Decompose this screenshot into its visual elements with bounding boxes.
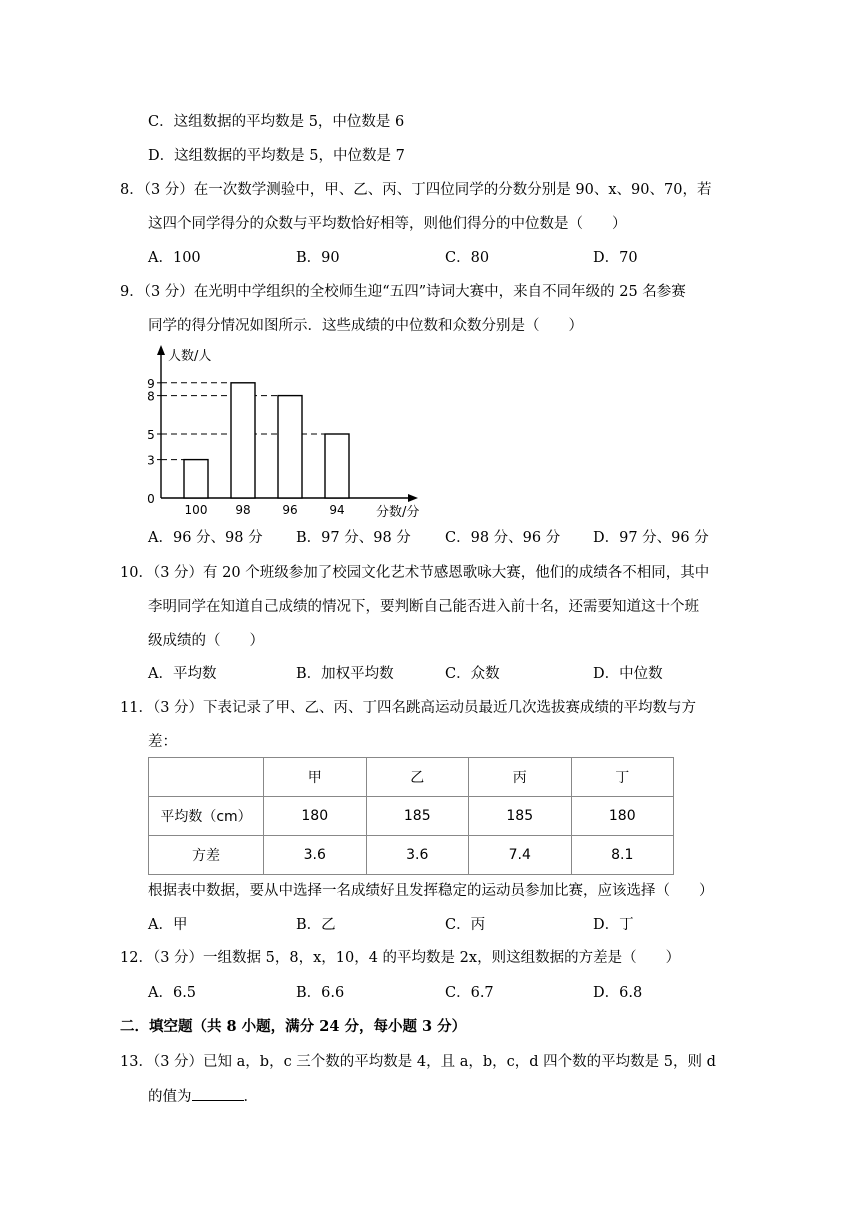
x-axis-label: 分数/分 — [376, 505, 420, 520]
q11-stem-cont: 差： — [148, 734, 177, 750]
header-cell: 丙 — [469, 758, 572, 797]
answer-blank — [192, 1086, 244, 1101]
table-row — [149, 836, 674, 875]
option-a: A．96 分、98 分 — [148, 530, 263, 546]
q9-stem: 9．（3 分）在光明中学组织的全校师生迎“五四”诗词大赛中，来自不同年级的 25 名参赛 — [120, 284, 686, 300]
header-cell — [149, 758, 264, 797]
q8-stem-cont: 这四个同学得分的众数与平均数恰好相等，则他们得分的中位数是（ ） — [148, 216, 627, 232]
option-d: D．丁 — [593, 917, 634, 933]
option-b: B．90 — [296, 250, 340, 266]
option-d: D．中位数 — [593, 666, 663, 682]
x-tick-label: 94 — [329, 503, 345, 517]
header-cell: 乙 — [366, 758, 469, 797]
x-tick-label: 98 — [235, 503, 251, 517]
table-cell: 185 — [469, 797, 572, 836]
bar — [231, 383, 255, 498]
option-c: C．98 分、96 分 — [445, 530, 561, 546]
option-b: B．加权平均数 — [296, 666, 394, 682]
row-label: 方差 — [149, 836, 264, 875]
section-heading: 二．填空题（共 8 小题，满分 24 分，每小题 3 分） — [120, 1018, 467, 1035]
table-cell: 3.6 — [366, 836, 469, 875]
q8-stem: 8．（3 分）在一次数学测验中，甲、乙、丙、丁四位同学的分数分别是 90、x、90、70，若 — [120, 182, 712, 198]
y-tick-label: 9 — [147, 376, 155, 391]
option-a: A．6.5 — [148, 985, 197, 1001]
option-b: B．97 分、98 分 — [296, 530, 411, 546]
option-d: D．97 分、96 分 — [593, 530, 709, 546]
table-cell: 8.1 — [571, 836, 674, 875]
option-c: C．丙 — [445, 917, 486, 933]
x-tick-label: 100 — [184, 503, 208, 517]
bar — [278, 396, 302, 498]
table-cell: 7.4 — [469, 836, 572, 875]
bar — [184, 460, 208, 498]
option-c: C．众数 — [445, 666, 500, 682]
y-tick-label: 3 — [147, 453, 155, 468]
q13-end: ． — [243, 1089, 258, 1105]
table-cell: 185 — [366, 797, 469, 836]
option-c: C．6.7 — [445, 985, 494, 1001]
header-cell: 甲 — [264, 758, 367, 797]
q10-stem-cont2: 级成绩的（ ） — [148, 633, 264, 649]
row-label: 平均数（cm） — [149, 797, 264, 836]
y-axis-arrow — [157, 345, 165, 355]
q9-stem-cont: 同学的得分情况如图所示．这些成绩的中位数和众数分别是（ ） — [148, 318, 583, 334]
q10-stem-cont: 李明同学在知道自己成绩的情况下，要判断自己能否进入前十名，还需要知道这十个班 — [148, 599, 699, 615]
q7-option-d: D．这组数据的平均数是 5，中位数是 7 — [148, 148, 405, 164]
x-tick-label: 96 — [282, 503, 298, 517]
table-cell: 3.6 — [264, 836, 367, 875]
option-c: C．80 — [445, 250, 490, 266]
option-b: B．6.6 — [296, 985, 345, 1001]
option-b: B．乙 — [296, 917, 336, 933]
bar — [325, 434, 349, 498]
option-a: A．甲 — [148, 917, 188, 933]
header-cell: 丁 — [571, 758, 674, 797]
q11-question: 根据表中数据，要从中选择一名成绩好且发挥稳定的运动员参加比赛，应该选择（ ） — [148, 883, 714, 899]
option-a: A．100 — [148, 250, 201, 266]
q12-stem: 12．（3 分）一组数据 5，8，x，10，4 的平均数是 2x，则这组数据的方差是（ ） — [120, 950, 681, 966]
option-d: D．6.8 — [593, 985, 643, 1001]
q11-stem: 11．（3 分）下表记录了甲、乙、丙、丁四名跳高运动员最近几次选拔赛成绩的平均数与方 — [120, 700, 697, 716]
y-tick-label: 8 — [147, 389, 155, 404]
table-cell: 180 — [571, 797, 674, 836]
table-cell: 180 — [264, 797, 367, 836]
y-axis-label: 人数/人 — [168, 349, 212, 364]
option-d: D．70 — [593, 250, 638, 266]
q7-option-c: C．这组数据的平均数是 5，中位数是 6 — [148, 114, 405, 130]
q10-stem: 10．（3 分）有 20 个班级参加了校园文化艺术节感恩歌咏大赛，他们的成绩各不相同，其中 — [120, 565, 710, 581]
y-tick-label: 0 — [147, 492, 155, 506]
q13-stem: 13．（3 分）已知 a，b，c 三个数的平均数是 4，且 a，b，c，d 四个数的平均数是 5，则 d — [120, 1054, 716, 1070]
table-row — [149, 797, 674, 836]
option-a: A．平均数 — [148, 666, 217, 682]
y-tick-label: 5 — [147, 428, 155, 442]
score-bar-chart — [140, 340, 430, 520]
q13-text: 的值为 — [148, 1089, 192, 1105]
q13-stem-cont — [148, 1086, 258, 1107]
x-axis-arrow — [408, 494, 418, 502]
table-header-row — [149, 758, 674, 797]
athlete-stats-table — [148, 757, 674, 875]
